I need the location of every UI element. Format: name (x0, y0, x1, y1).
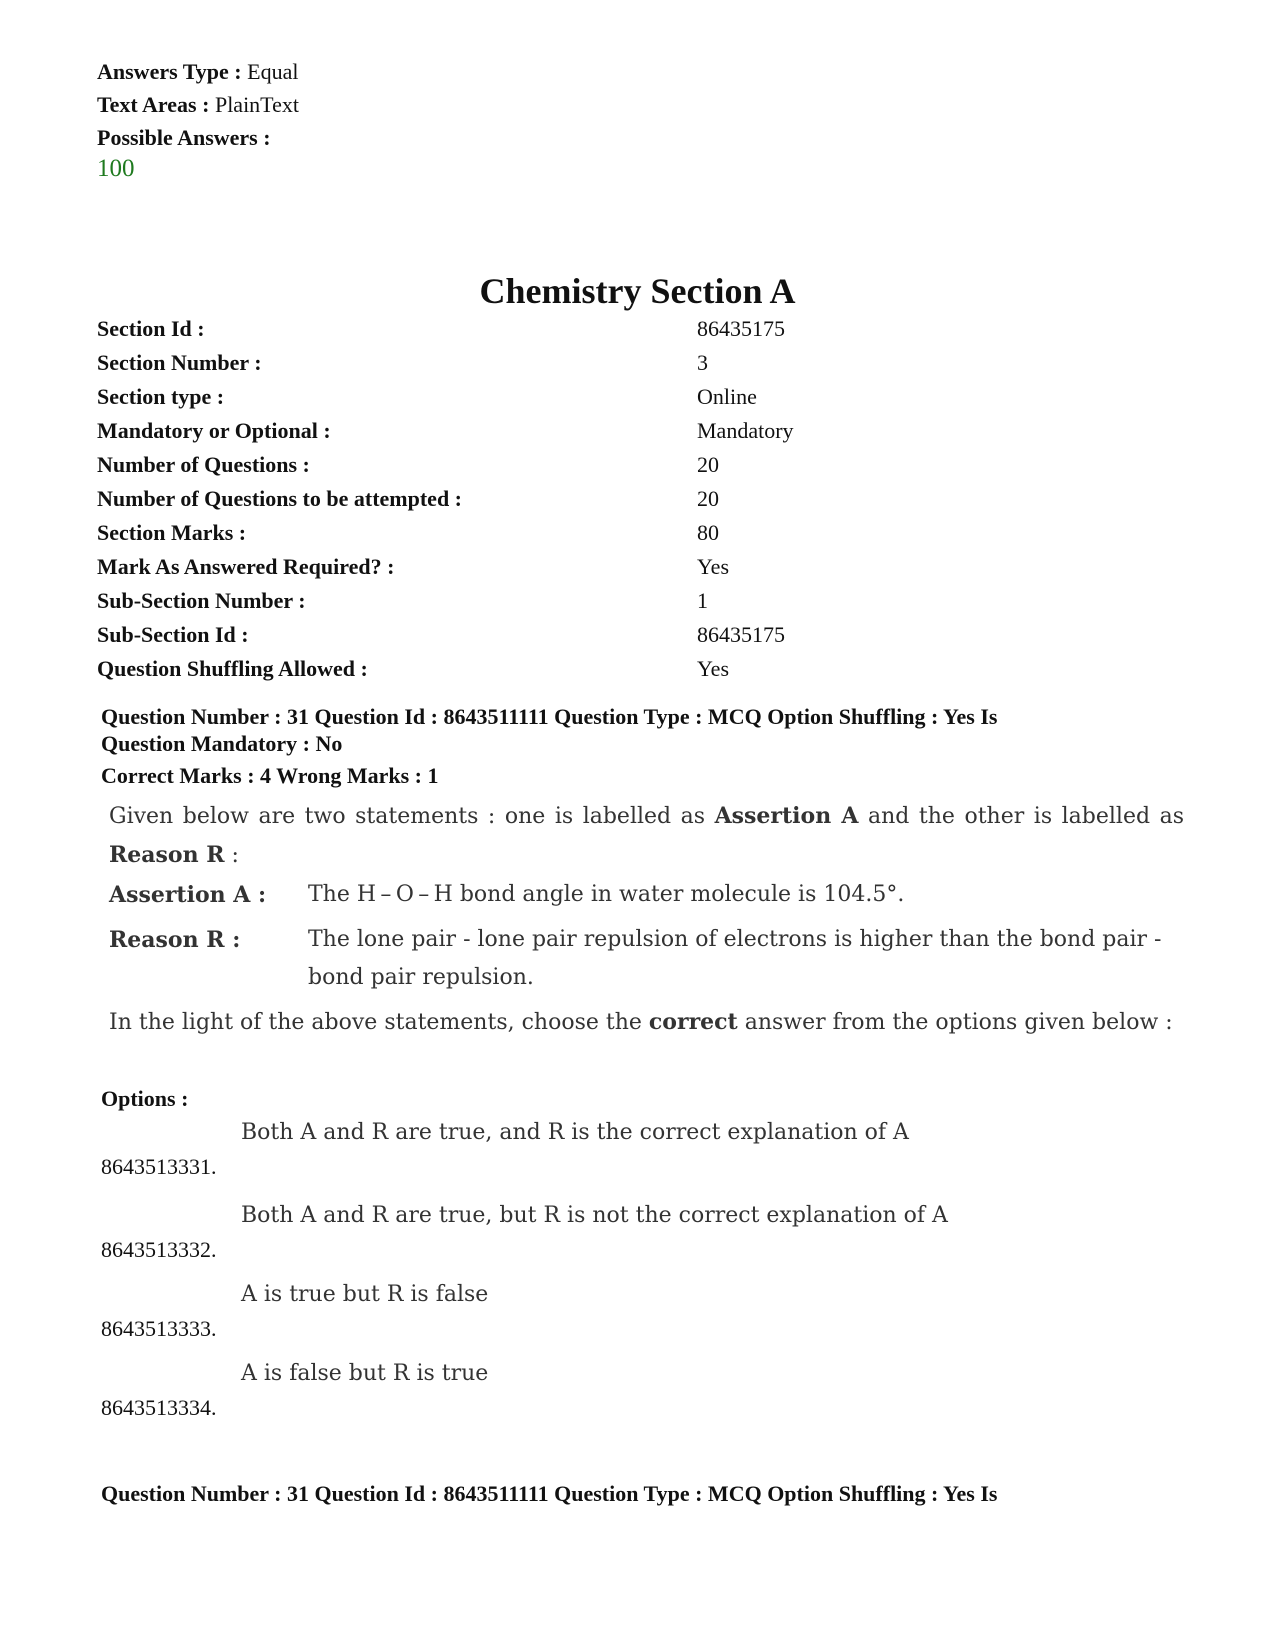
section-info-table (97, 316, 897, 690)
text-areas-line (97, 88, 299, 121)
intro-text: Given below are two statements : one is labelled as (109, 804, 715, 829)
info-value: 86435175 (697, 316, 785, 341)
info-label: Section Marks : (97, 520, 247, 545)
info-label: Sub-Section Number : (97, 588, 306, 613)
assertion-text: The H – O – H bond angle in water molecule is 104.5°. (308, 882, 905, 907)
option-item (101, 1120, 1201, 1180)
option-id: 8643513334. (101, 1395, 217, 1420)
section-info-row (97, 520, 897, 554)
option-item (101, 1282, 1201, 1342)
possible-answers-label: Possible Answers : (97, 125, 271, 150)
text-areas-value: PlainText (214, 92, 299, 117)
closing-text: answer from the options given below : (737, 1010, 1173, 1035)
info-label: Section Id : (97, 316, 205, 341)
next-question-meta: Question Number : 31 Question Id : 8643511111 Question Type : MCQ Option Shuffling : Yes Is (101, 1481, 998, 1506)
intro-text: and the other is labelled as (858, 804, 1184, 829)
reason-label: Reason R : (109, 927, 241, 953)
section-info-row (97, 384, 897, 418)
option-id: 8643513332. (101, 1237, 217, 1262)
info-label: Question Shuffling Allowed : (97, 656, 368, 681)
intro-assertion: Assertion A (714, 803, 859, 829)
section-info-row (97, 316, 897, 350)
question-closing (109, 1003, 1184, 1042)
info-label: Number of Questions : (97, 452, 310, 477)
info-value: 20 (697, 452, 719, 477)
option-id: 8643513331. (101, 1154, 217, 1179)
option-item (101, 1203, 1201, 1263)
section-title: Chemistry Section A (479, 271, 796, 311)
info-value: 86435175 (697, 622, 785, 647)
closing-bold: correct (648, 1009, 738, 1035)
option-text: Both A and R are true, but R is not the correct explanation of A (241, 1203, 948, 1228)
question-meta-line2: Question Mandatory : No (101, 731, 343, 756)
info-label: Section Number : (97, 350, 262, 375)
info-value: Yes (697, 656, 730, 681)
section-info-row (97, 554, 897, 588)
info-value: Mandatory (697, 418, 794, 443)
section-info-row (97, 588, 897, 622)
option-item (101, 1361, 1201, 1421)
assertion-label: Assertion A : (109, 882, 267, 908)
info-label: Mark As Answered Required? : (97, 554, 395, 579)
question-meta (101, 703, 1141, 757)
section-info-row (97, 350, 897, 384)
info-label: Sub-Section Id : (97, 622, 249, 647)
answers-type-value: Equal (247, 59, 299, 84)
option-text: A is false but R is true (241, 1361, 489, 1386)
info-label: Mandatory or Optional : (97, 418, 331, 443)
assertion-row (109, 876, 1189, 916)
section-info-row (97, 622, 897, 656)
question-marks: Correct Marks : 4 Wrong Marks : 1 (101, 763, 439, 788)
possible-answers-line (97, 121, 271, 154)
section-info-row (97, 452, 897, 486)
possible-answer-value: 100 (97, 155, 135, 182)
info-value: 3 (697, 350, 708, 375)
reason-row (109, 921, 1189, 1001)
question-meta-line1: Question Number : 31 Question Id : 8643511111 Question Type : MCQ Option Shuffling : Yes Is (101, 704, 998, 729)
option-text: Both A and R are true, and R is the correct explanation of A (241, 1120, 909, 1145)
section-info-row (97, 418, 897, 452)
info-value: 20 (697, 486, 719, 511)
info-label: Section type : (97, 384, 225, 409)
intro-reason: Reason R (109, 842, 225, 868)
reason-text: The lone pair - lone pair repulsion of electrons is higher than the bond pair - bond pair repulsion. (308, 927, 1162, 990)
info-value: Yes (697, 554, 730, 579)
answers-type-label: Answers Type : (97, 59, 242, 84)
options-label: Options : (101, 1086, 189, 1111)
closing-text: In the light of the above statements, choose the (109, 1010, 649, 1035)
answers-type-line (97, 55, 298, 88)
text-areas-label: Text Areas : (97, 92, 210, 117)
section-info-row (97, 656, 897, 690)
intro-text: : (224, 843, 239, 868)
section-info-row (97, 486, 897, 520)
info-label: Number of Questions to be attempted : (97, 486, 463, 511)
option-text: A is true but R is false (241, 1282, 489, 1307)
info-value: Online (697, 384, 757, 409)
question-intro (109, 797, 1184, 875)
info-value: 1 (697, 588, 708, 613)
option-id: 8643513333. (101, 1316, 217, 1341)
info-value: 80 (697, 520, 719, 545)
